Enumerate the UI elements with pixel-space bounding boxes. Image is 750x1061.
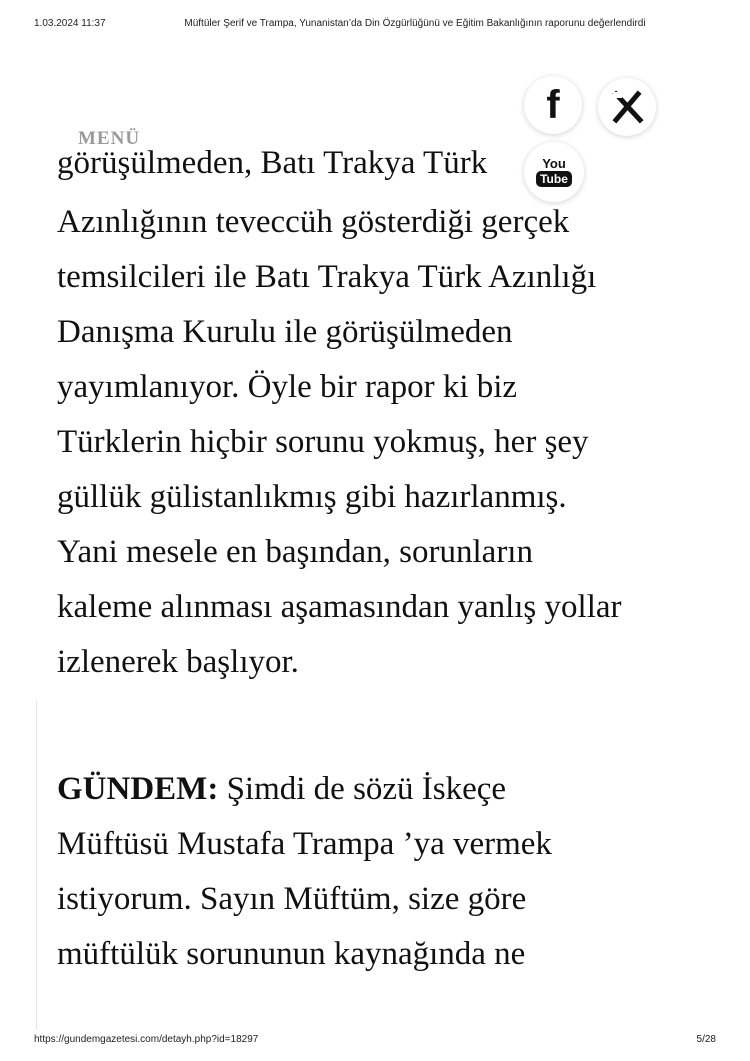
article-line: temsilcileri ile Batı Trakya Türk Azınlığı <box>57 259 597 295</box>
left-divider <box>36 700 37 1030</box>
print-date: 1.03.2024 11:37 <box>34 18 106 29</box>
menu-button[interactable]: MENÜ <box>78 128 141 149</box>
question-text: Şimdi de sözü İskeçe <box>218 771 507 807</box>
article-line: kaleme alınması aşamasından yanlış yollar <box>57 589 622 625</box>
article-line: Yani mesele en başından, sorunların <box>57 534 533 570</box>
print-url: https://gundemgazetesi.com/detayh.php?id=18297 <box>34 1034 259 1045</box>
article-line: Müftüsü Mustafa Trampa ’ya vermek <box>57 826 552 862</box>
article-line <box>57 762 727 817</box>
x-logo-icon <box>610 90 644 124</box>
print-title: Müftüler Şerif ve Trampa, Yunanistan’da Din Özgürlüğünü ve Eğitim Bakanlığının raporunu değerlendirdi <box>184 18 646 29</box>
print-footer <box>0 1034 750 1050</box>
youtube-tube-text: Tube <box>536 171 572 187</box>
article-line: istiyorum. Sayın Müftüm, size göre <box>57 881 527 917</box>
article-line-clipped <box>57 150 727 195</box>
article-line: müftülük sorununun kaynağında ne <box>57 936 526 972</box>
youtube-you-text: You <box>542 156 566 171</box>
article-line: görüşülmeden, Batı Trakya Türk <box>57 150 488 181</box>
page-number: 5/28 <box>696 1034 716 1045</box>
interviewer-label: GÜNDEM: <box>57 771 219 807</box>
article-line: izlenerek başlıyor. <box>57 644 299 680</box>
youtube-button[interactable] <box>524 142 584 202</box>
x-twitter-button[interactable] <box>598 78 656 136</box>
article-line: Azınlığının teveccüh gösterdiği gerçek <box>57 204 570 240</box>
article-line: Danışma Kurulu ile görüşülmeden <box>57 314 513 350</box>
youtube-icon <box>536 157 572 187</box>
article-line: yayımlanıyor. Öyle bir rapor ki biz <box>57 369 518 405</box>
facebook-button[interactable] <box>524 76 582 134</box>
facebook-icon: f <box>546 83 560 127</box>
print-header <box>0 14 750 30</box>
article-line: Türklerin hiçbir sorunu yokmuş, her şey <box>57 424 589 460</box>
paragraph-gap <box>57 690 727 762</box>
article-body <box>57 150 727 1010</box>
article-line: güllük gülistanlıkmış gibi hazırlanmış. <box>57 479 567 515</box>
